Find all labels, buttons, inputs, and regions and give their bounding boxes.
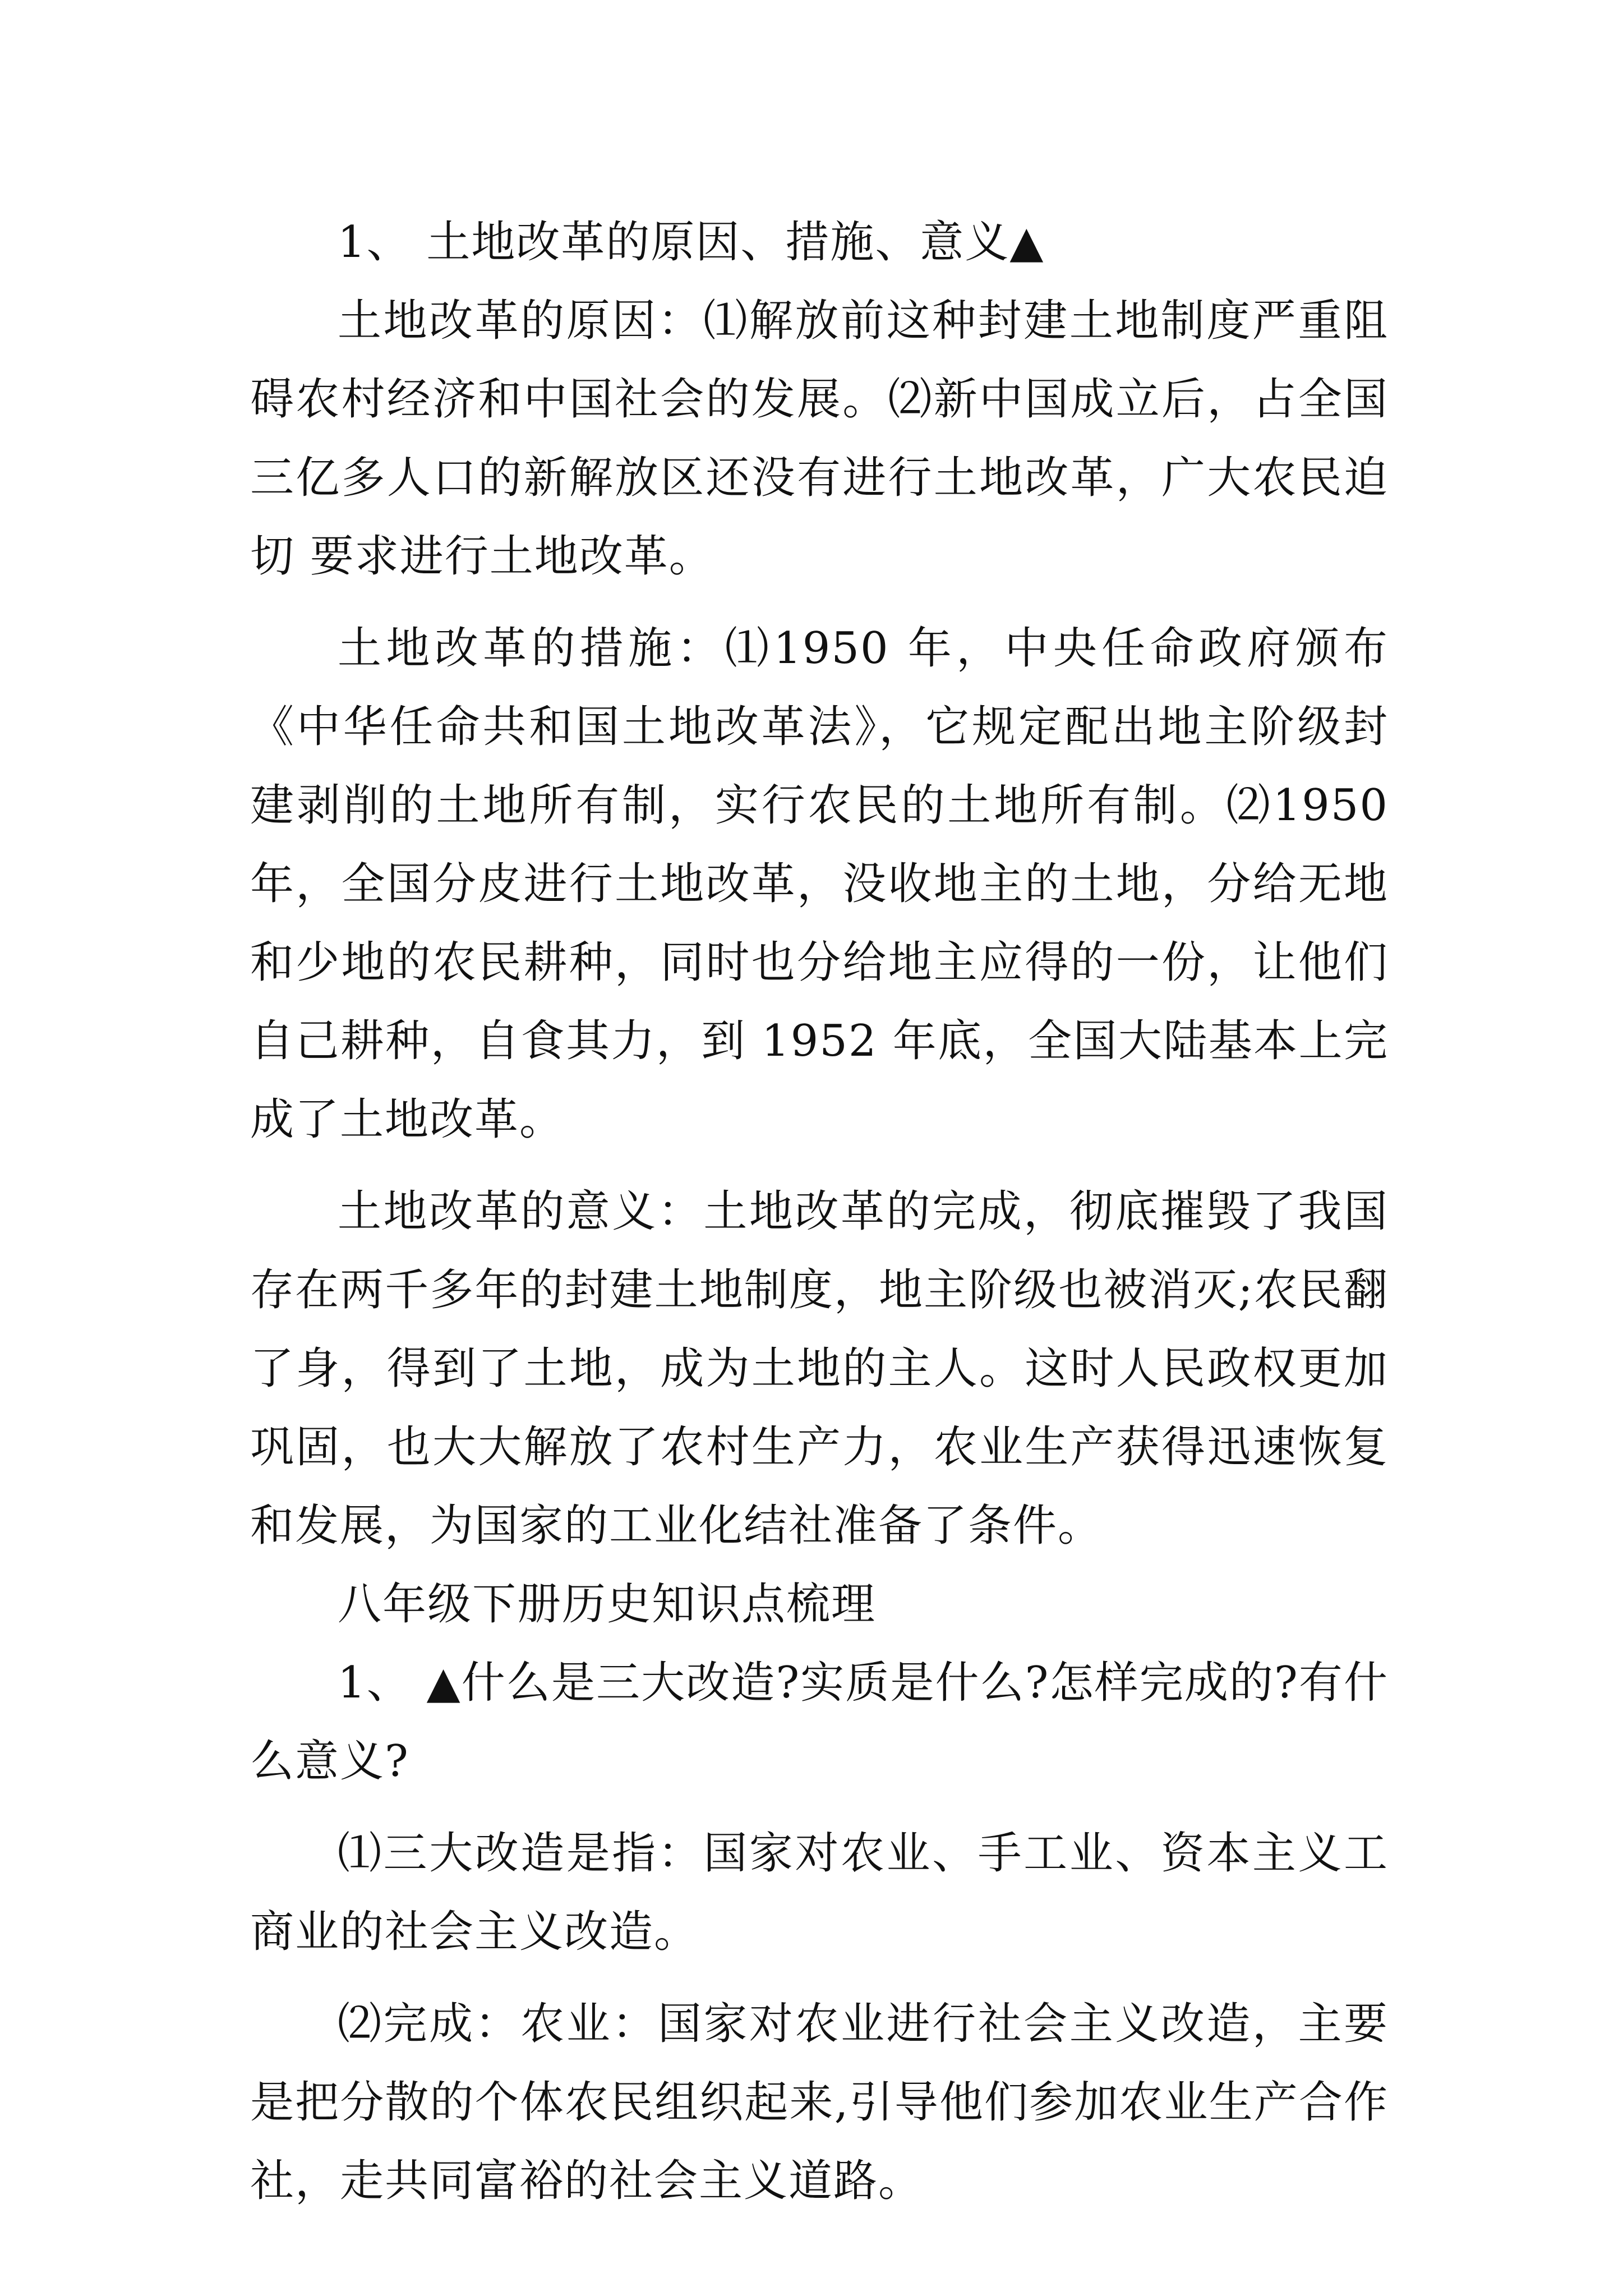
paragraph-significance: 土地改革的意义：土地改革的完成，彻底摧毁了我国存在两千多年的封建土地制度，地主阶级也被消灭;农民翻了身，得到了土地，成为土地的主人。这时人民政权更加巩固，也大大解放了农村生产力，农业生产获得迅速恢复和发展，为国家的工业化结社准备了条件。 <box>250 1186 1389 1551</box>
paragraph-point-2: ⑵完成：农业：国家对农业进行社会主义改造，主要是把分散的个体农民组织起来,引导他们参加农业生产合作社，走共同富裕的社会主义道路。 <box>250 1999 1389 2206</box>
document-body <box>250 203 1389 2220</box>
section-title: 八年级下册历史知识点梳理 <box>338 1579 877 1630</box>
heading-three-transformations: 1、 ▲什么是三大改造?实质是什么?怎样完成的?有什么意义? <box>250 1658 1389 1787</box>
paragraph-reason: 土地改革的原因：⑴解放前这种封建土地制度严重阻碍农村经济和中国社会的发展。⑵新中国成立后，占全国三亿多人口的新解放区还没有进行土地改革，广大农民迫切 要求进行土地改革。 <box>250 296 1389 582</box>
paragraph-measures: 土地改革的措施：⑴1950 年，中央任命政府颁布《中华任命共和国土地改革法》，它规定配出地主阶级封建剥削的土地所有制，实行农民的土地所有制。⑵1950 年，全国分皮进行土地改革，没收地主的土地，分给无地和少地的农民耕种，同时也分给地主应得的一份，让他们自己耕种，自食其力，到 1952 年底，全国大陆基本上完成了土地改革。 <box>250 623 1389 1145</box>
paragraph-point-1: ⑴三大改造是指：国家对农业、手工业、资本主义工商业的社会主义改造。 <box>250 1828 1389 1957</box>
heading-land-reform: 1、 土地改革的原因、措施、意义▲ <box>338 217 1045 268</box>
